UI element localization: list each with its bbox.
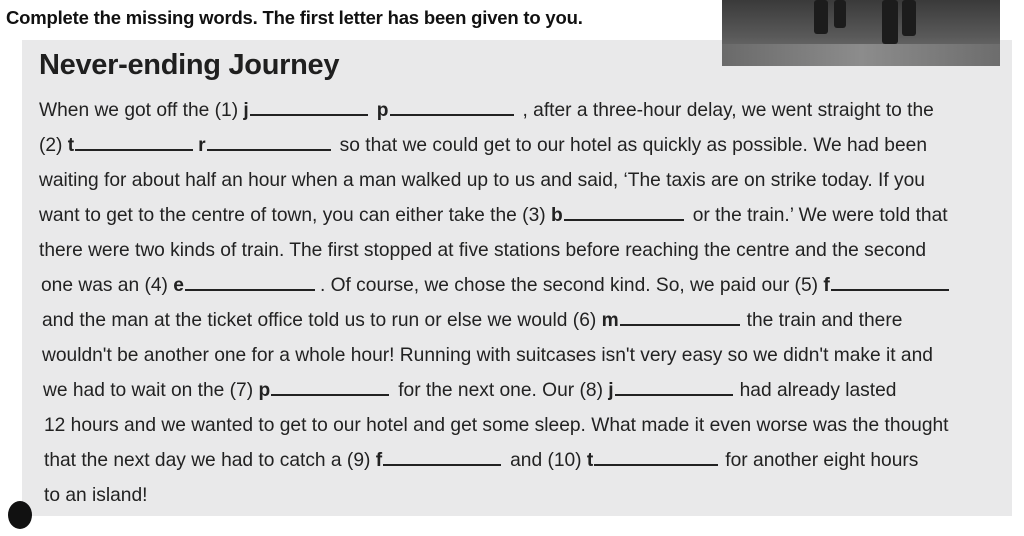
passage-line bbox=[42, 345, 933, 367]
gap-2-blank-a[interactable] bbox=[75, 149, 193, 151]
text-segment: and (10) bbox=[510, 450, 587, 471]
gap-10-blank[interactable] bbox=[594, 464, 718, 466]
gap-7-blank[interactable] bbox=[271, 394, 389, 396]
text-segment: had already lasted bbox=[739, 380, 897, 401]
gap-4-first-letter: e bbox=[173, 275, 184, 296]
passage-line bbox=[42, 310, 902, 332]
gap-5-first-letter: f bbox=[823, 275, 830, 296]
passage-line bbox=[39, 135, 927, 157]
text-segment: or the train.’ We were told that bbox=[692, 205, 948, 226]
text-segment: so that we could get to our hotel as quickly as possible. We had been bbox=[339, 135, 927, 156]
text-segment: one was an (4) bbox=[41, 275, 174, 296]
gap-2-second-letter: r bbox=[198, 135, 206, 156]
passage-title: Never-ending Journey bbox=[39, 49, 340, 81]
text-segment: want to get to the centre of town, you can either take the (3) bbox=[39, 205, 551, 226]
instruction-text: Complete the missing words. The first letter has been given to you. bbox=[6, 7, 583, 28]
photo-leg bbox=[814, 0, 828, 34]
text-segment: there were two kinds of train. The first stopped at five stations before reaching the centre and the second bbox=[39, 240, 927, 261]
gap-4-blank[interactable] bbox=[185, 289, 315, 291]
gap-1-blank-a[interactable] bbox=[250, 114, 368, 116]
gap-2-blank-b[interactable] bbox=[207, 149, 331, 151]
gap-8-blank[interactable] bbox=[615, 394, 733, 396]
gap-8-first-letter: j bbox=[608, 380, 614, 401]
text-segment: for the next one. Our (8) bbox=[398, 380, 609, 401]
passage-line bbox=[39, 170, 925, 192]
text-segment: . Of course, we chose the second kind. So, we paid our (5) bbox=[319, 275, 824, 296]
passage-line bbox=[39, 240, 926, 262]
gap-6-blank[interactable] bbox=[620, 324, 740, 326]
gap-3-first-letter: b bbox=[550, 205, 563, 226]
page-marker-badge bbox=[8, 501, 32, 529]
passage-line bbox=[44, 485, 147, 507]
text-segment: to an island! bbox=[44, 485, 148, 506]
text-segment: wouldn't be another one for a whole hour! Running with suitcases isn't very easy so we didn't make it and bbox=[42, 345, 933, 366]
text-segment: waiting for about half an hour when a man walked up to us and said, ‘The taxis are on strike today. If you bbox=[39, 170, 925, 191]
text-segment: we had to wait on the (7) bbox=[43, 380, 259, 401]
text-segment: , after a three-hour delay, we went straight to the bbox=[522, 100, 934, 121]
gap-1-first-letter: j bbox=[243, 100, 249, 121]
passage-line bbox=[43, 380, 896, 402]
gap-7-first-letter: p bbox=[258, 380, 271, 401]
photo-floor bbox=[722, 44, 1000, 66]
gap-9-blank[interactable] bbox=[383, 464, 501, 466]
passage-line bbox=[44, 450, 918, 472]
gap-2-first-letter: t bbox=[67, 135, 75, 156]
text-segment: that the next day we had to catch a (9) bbox=[44, 450, 376, 471]
gap-9-first-letter: f bbox=[375, 450, 383, 471]
passage-line bbox=[39, 100, 934, 122]
text-segment: for another eight hours bbox=[725, 450, 919, 471]
gap-5-blank[interactable] bbox=[831, 289, 949, 291]
gap-1-blank-b[interactable] bbox=[390, 114, 514, 116]
gap-6-first-letter: m bbox=[601, 310, 619, 331]
passage-line bbox=[44, 415, 949, 437]
photo-leg bbox=[882, 0, 898, 44]
text-segment: and the man at the ticket office told us to run or else we would (6) bbox=[42, 310, 602, 331]
passage-line bbox=[39, 205, 948, 227]
photo-leg bbox=[834, 0, 846, 28]
text-segment: the train and there bbox=[746, 310, 903, 331]
travel-photo bbox=[722, 0, 1000, 66]
gap-3-blank[interactable] bbox=[564, 219, 684, 221]
gap-10-first-letter: t bbox=[586, 450, 594, 471]
text-segment: 12 hours and we wanted to get to our hotel and get some sleep. What made it even worse was the thought bbox=[44, 415, 949, 436]
passage-line bbox=[41, 275, 950, 297]
gap-1-second-letter: p bbox=[376, 100, 389, 121]
photo-leg bbox=[902, 0, 916, 36]
text-segment: When we got off the (1) bbox=[39, 100, 244, 121]
text-segment: (2) bbox=[39, 135, 68, 156]
